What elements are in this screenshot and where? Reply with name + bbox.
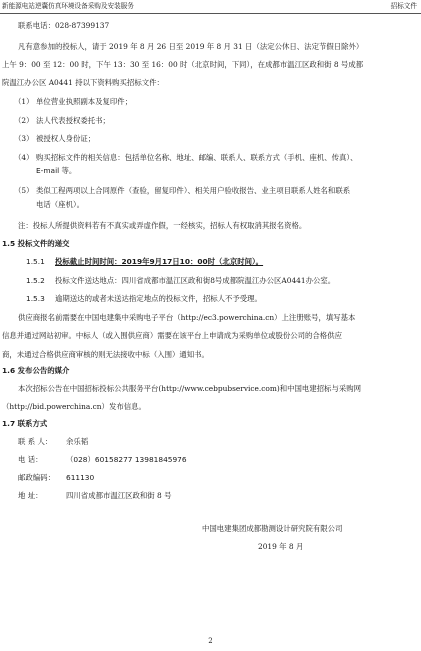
phone-value: （028）60158277 13981845976 (66, 455, 187, 464)
intro-line-2: 上午 9：00 至 12：00 时，下午 13：30 至 16：00 时（北京时间，下同），在成都市温江区政和街 8 号成都 (2, 60, 364, 69)
list-item-text: 单位营业执照副本及复印件； (36, 97, 133, 106)
header-title: 新能源电站逆囊仿真环境设备采购及安装服务 (2, 2, 134, 10)
list-item-continuation: E-mail 等。 (36, 166, 77, 175)
contact-person-value: 余乐韬 (66, 437, 89, 446)
list-item-number: （2） (14, 116, 34, 125)
list-item-number: （5） (14, 186, 34, 195)
submission-location-text: 投标文件送达地点：四川省成都市温江区政和街8号成都院温江办公区A0441办公室。 (55, 276, 336, 285)
subsection-number: 1.5.2 (26, 276, 45, 285)
list-item-text: 法人代表授权委托书； (36, 116, 110, 125)
phone-label: 电 话： (18, 455, 43, 464)
signature-organization: 中国电建集团成都勘测设计研究院有限公司 (202, 524, 343, 533)
postal-code-value: 611130 (66, 473, 95, 482)
signature-date: 2019 年 8 月 (258, 542, 304, 551)
subsection-number: 1.5.3 (26, 294, 45, 303)
list-item-number: （4） (14, 153, 34, 162)
list-item-number: （1） (14, 97, 34, 106)
subsection-number: 1.5.1 (26, 257, 45, 266)
list-item-text: 类似工程两项以上合同原件（查验，留复印件）、相关用户验收报告、业主项目联系人姓名和联系 (36, 186, 351, 195)
section-heading-1-7: 1.7 联系方式 (2, 419, 48, 428)
deadline-text: 投标截止时间时间：2019年9月17日10：00时（北京时间）。 (55, 257, 264, 266)
registration-para-line-1: 供应商报名前需要在中国电建集中采购电子平台（http://ec3.powerchina.cn）上注册账号，填写基本 (18, 313, 356, 322)
late-submission-text: 逾期送达的或者未送达指定地点的投标文件，招标人不予受理。 (55, 294, 262, 303)
section-heading-1-5: 1.5 投标文件的递交 (2, 239, 70, 248)
media-para-line-2: （http://bid.powerchina.cn）发布信息。 (2, 402, 146, 411)
address-label: 地 址： (18, 491, 43, 500)
header-doc-type: 招标文件 (390, 2, 417, 10)
page-header (0, 0, 421, 14)
contact-phone-line: 联系电话：028-87399137 (18, 21, 110, 30)
contact-person-label: 联 系 人： (18, 437, 53, 446)
registration-para-line-3: 商，未通过合格供应商审核的则无法接收中标（入围）通知书。 (2, 350, 209, 359)
section-heading-1-6: 1.6 发布公告的媒介 (2, 366, 70, 375)
page-number: 2 (208, 637, 213, 645)
registration-para-line-2: 信息并通过网站初审。中标人（或入围供应商）需要在该平台上申请成为采购单位或股份公司的合格供应 (2, 331, 342, 340)
list-item-text: 被授权人身份证； (36, 134, 96, 143)
intro-line-3: 院温江办公区 A0441 持以下资料购买招标文件： (2, 78, 164, 87)
list-item-number: （3） (14, 134, 34, 143)
media-para-line-1: 本次招标公告在中国招标投标公共服务平台(http://www.cebpubservice.com)和中国电建招标与采购网 (18, 384, 362, 393)
list-item-continuation: 电话（座机）。 (36, 200, 85, 209)
address-value: 四川省成都市温江区政和街 8 号 (66, 491, 172, 500)
note-text: 注：投标人所提供资料若有不真实或弄虚作假，一经核实，招标人有权取消其报名资格。 (18, 221, 307, 230)
postal-code-label: 邮政编码： (18, 473, 55, 482)
list-item-text: 购买招标文件的相关信息：包括单位名称、地址、邮编、联系人、联系方式（手机、座机、传真）、 (36, 153, 358, 162)
intro-line-1: 凡有意参加的投标人，请于 2019 年 8 月 26 日至 2019 年 8 月 31 日（法定公休日、法定节假日除外） (18, 42, 364, 51)
